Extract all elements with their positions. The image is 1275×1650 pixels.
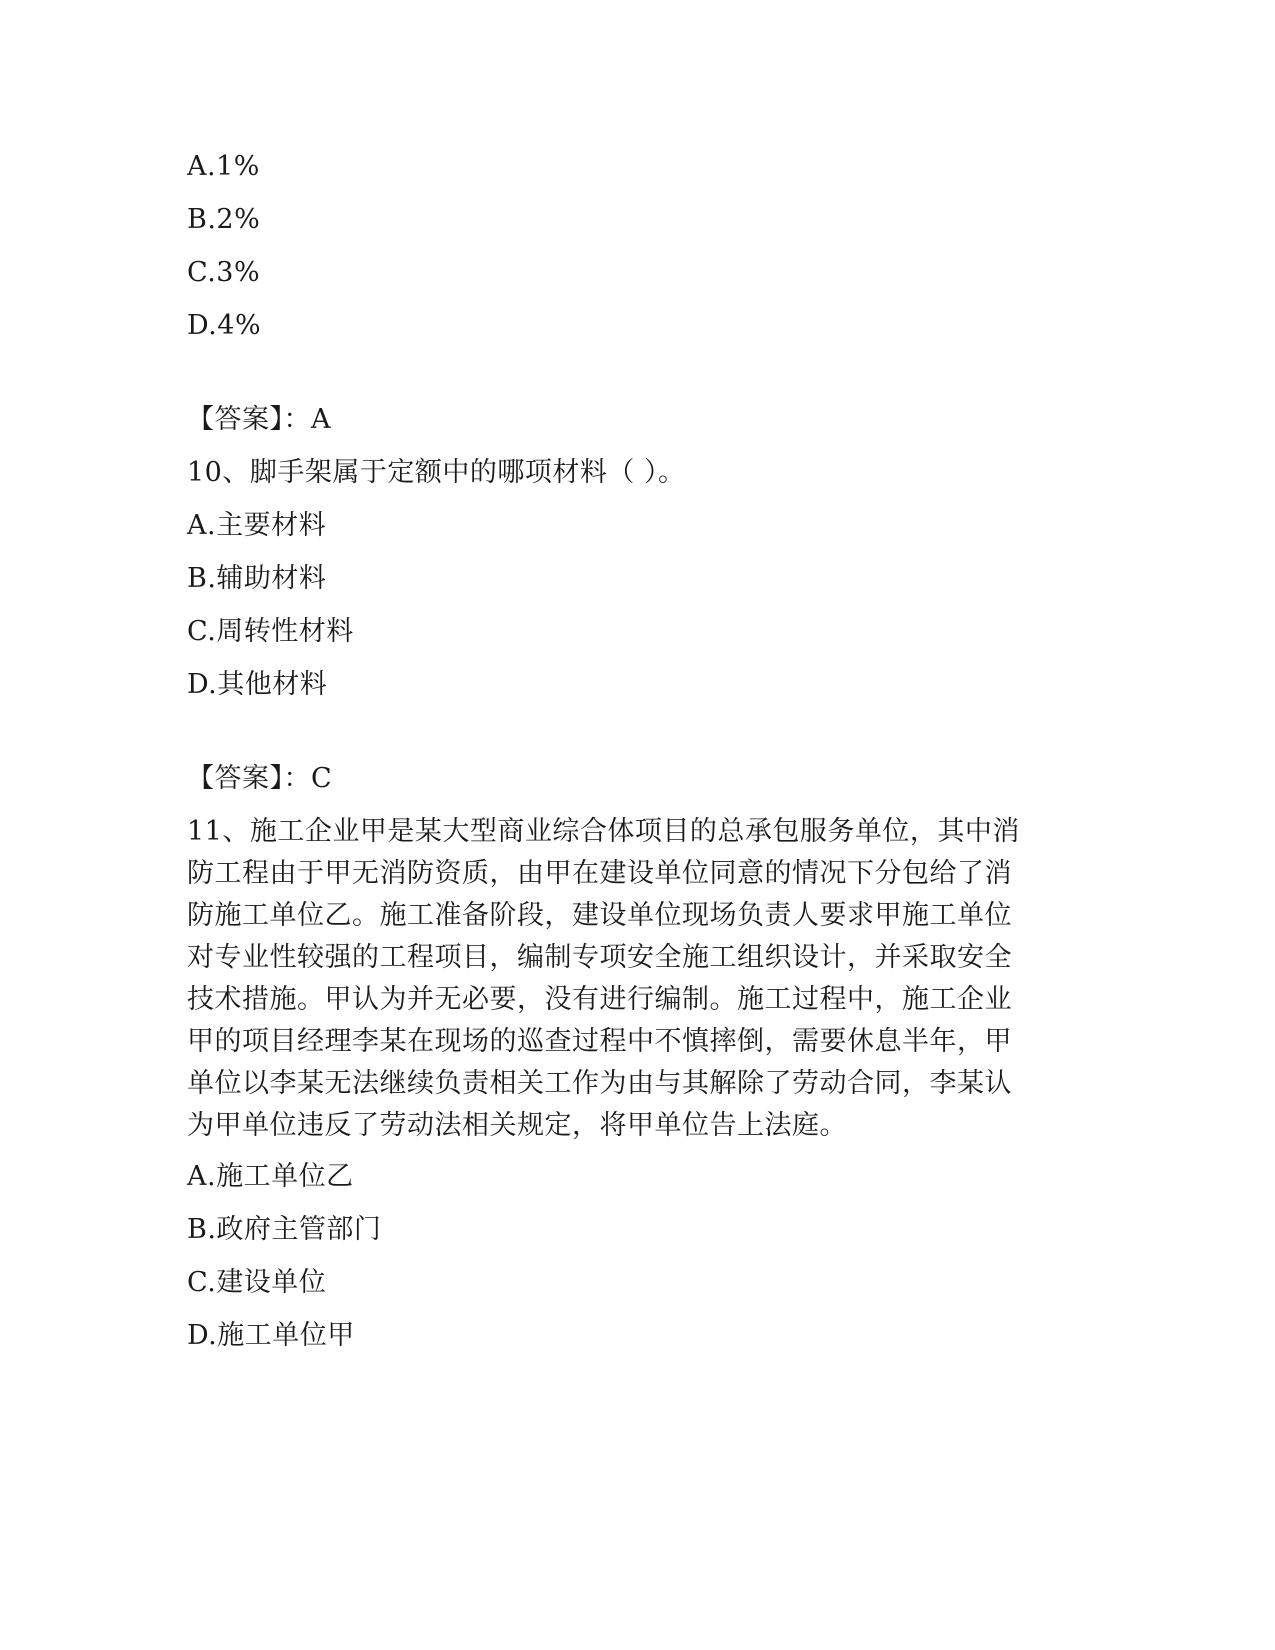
q10-option-a: A.主要材料 — [187, 510, 327, 541]
q9-answer: 【答案】：A — [187, 404, 331, 435]
q10-answer: 【答案】：C — [187, 763, 333, 794]
q10-option-c: C.周转性材料 — [187, 616, 354, 647]
q10-option-d: D.其他材料 — [187, 669, 328, 700]
q9-option-b: B.2% — [187, 204, 261, 235]
q11-question-line-7: 单位以李某无法继续负责相关工作为由与其解除了劳动合同，李某认 — [187, 1068, 1012, 1099]
q11-option-b: B.政府主管部门 — [187, 1214, 382, 1245]
q11-question-line-5: 技术措施。甲认为并无必要，没有进行编制。施工过程中，施工企业 — [187, 984, 1012, 1015]
q11-option-c: C.建设单位 — [187, 1267, 327, 1298]
q10-question: 10、脚手架属于定额中的哪项材料（ ）。 — [187, 457, 686, 488]
q9-option-d: D.4% — [187, 310, 262, 341]
q9-option-c: C.3% — [187, 257, 261, 288]
q10-option-b: B.辅助材料 — [187, 563, 327, 594]
q11-question-line-3: 防施工单位乙。施工准备阶段，建设单位现场负责人要求甲施工单位 — [187, 900, 1012, 931]
q11-question-line-8: 为甲单位违反了劳动法相关规定，将甲单位告上法庭。 — [187, 1110, 847, 1141]
q11-question-line-1: 11、施工企业甲是某大型商业综合体项目的总承包服务单位，其中消 — [187, 816, 1020, 847]
q11-option-d: D.施工单位甲 — [187, 1320, 355, 1351]
q11-question-line-2: 防工程由于甲无消防资质，由甲在建设单位同意的情况下分包给了消 — [187, 858, 1012, 889]
q9-option-a: A.1% — [187, 151, 260, 182]
q11-question-line-4: 对专业性较强的工程项目，编制专项安全施工组织设计，并采取安全 — [187, 942, 1012, 973]
q11-option-a: A.施工单位乙 — [187, 1161, 354, 1192]
q11-question-line-6: 甲的项目经理李某在现场的巡查过程中不慎摔倒，需要休息半年，甲 — [187, 1026, 1012, 1057]
